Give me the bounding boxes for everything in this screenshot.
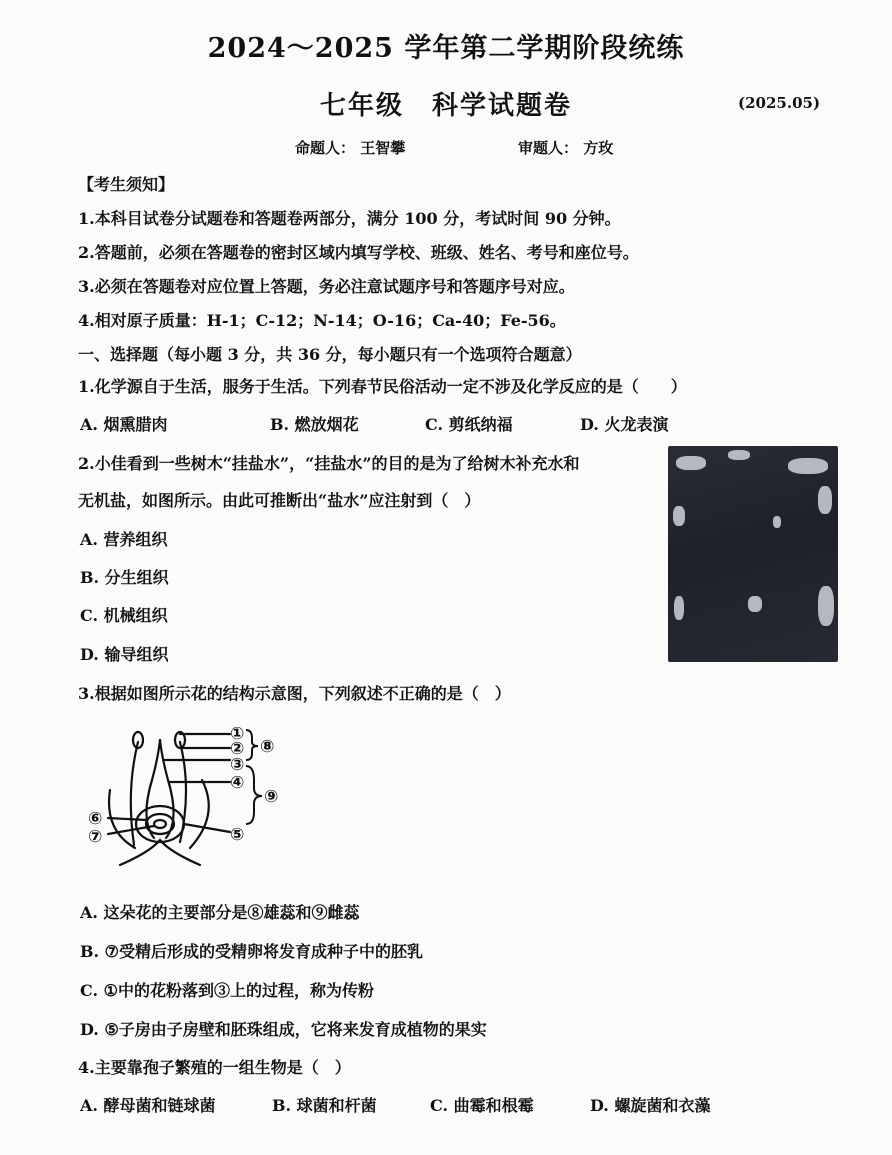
- section-heading: 一、选择题（每小题 3 分，共 36 分，每小题只有一个选项符合题意）: [78, 345, 582, 364]
- question-3-option-d: D. ⑤子房由子房壁和胚珠组成，它将来发育成植物的果实: [80, 1020, 487, 1039]
- flower-label-4: ④: [230, 773, 245, 793]
- reviewer-label: 审题人：: [518, 139, 579, 157]
- question-1-option-c: C. 剪纸纳福: [425, 415, 513, 434]
- notice-item-2: 2.答题前，必须在答题卷的密封区域内填写学校、班级、姓名、考号和座位号。: [78, 243, 639, 262]
- exam-title: 2024～2025 学年第二学期阶段统练: [207, 33, 685, 64]
- question-4-option-b: B. 球菌和杆菌: [272, 1096, 377, 1115]
- tree-drip-photo: [668, 446, 838, 662]
- author-name: 王智攀: [360, 139, 406, 157]
- question-2-option-d: D. 输导组织: [80, 645, 169, 664]
- flower-structure-diagram: [80, 720, 300, 875]
- question-3-option-c: C. ①中的花粉落到③上的过程，称为传粉: [80, 981, 374, 1000]
- question-4-option-a: A. 酵母菌和链球菌: [80, 1096, 216, 1115]
- question-2-option-a: A. 营养组织: [80, 530, 168, 549]
- flower-label-2: ②: [230, 739, 245, 759]
- notice-item-3: 3.必须在答题卷对应位置上答题，务必注意试题序号和答题序号对应。: [78, 277, 575, 296]
- question-2-stem-line-1: 2.小佳看到一些树木“挂盐水”，“挂盐水”的目的是为了给树木补充水和: [78, 454, 580, 473]
- question-3-stem: 3.根据如图所示花的结构示意图，下列叙述不正确的是（ ）: [78, 684, 511, 703]
- reviewer-line: [518, 137, 613, 158]
- author-line: [295, 137, 405, 158]
- question-1-option-d: D. 火龙表演: [580, 415, 669, 434]
- exam-date: (2025.05): [738, 94, 821, 112]
- notice-item-4: 4.相对原子质量：H-1；C-12；N-14；O-16；Ca-40；Fe-56。: [78, 311, 566, 330]
- reviewer-name: 方玫: [583, 139, 614, 157]
- notice-heading: 【考生须知】: [78, 175, 175, 194]
- question-4-option-c: C. 曲霉和根霉: [430, 1096, 534, 1115]
- question-4-option-d: D. 螺旋菌和衣藻: [590, 1096, 711, 1115]
- question-1-option-b: B. 燃放烟花: [270, 415, 359, 434]
- question-3-option-b: B. ⑦受精后形成的受精卵将发育成种子中的胚乳: [80, 942, 424, 961]
- question-2-stem-line-2: 无机盐，如图所示。由此可推断出“盐水”应注射到（ ）: [78, 491, 481, 510]
- flower-label-1: ①: [230, 724, 245, 744]
- flower-label-3: ③: [230, 755, 245, 775]
- question-4-stem: 4.主要靠孢子繁殖的一组生物是（ ）: [78, 1058, 351, 1077]
- flower-label-9: ⑨: [264, 787, 279, 807]
- question-2-option-b: B. 分生组织: [80, 568, 169, 587]
- question-1-stem: 1.化学源自于生活，服务于生活。下列春节民俗活动一定不涉及化学反应的是（ ）: [78, 377, 687, 396]
- question-3-option-a: A. 这朵花的主要部分是⑧雄蕊和⑨雌蕊: [80, 903, 360, 922]
- author-label: 命题人：: [295, 139, 356, 157]
- flower-label-7: ⑦: [88, 827, 103, 847]
- notice-item-1: 1.本科目试卷分试题卷和答题卷两部分，满分 100 分，考试时间 90 分钟。: [78, 209, 621, 228]
- exam-subtitle: 七年级 科学试题卷: [319, 91, 572, 121]
- flower-label-8: ⑧: [260, 737, 275, 757]
- question-2-option-c: C. 机械组织: [80, 606, 168, 625]
- flower-label-5: ⑤: [230, 825, 245, 845]
- question-1-option-a: A. 烟熏腊肉: [80, 415, 168, 434]
- flower-label-6: ⑥: [88, 809, 103, 829]
